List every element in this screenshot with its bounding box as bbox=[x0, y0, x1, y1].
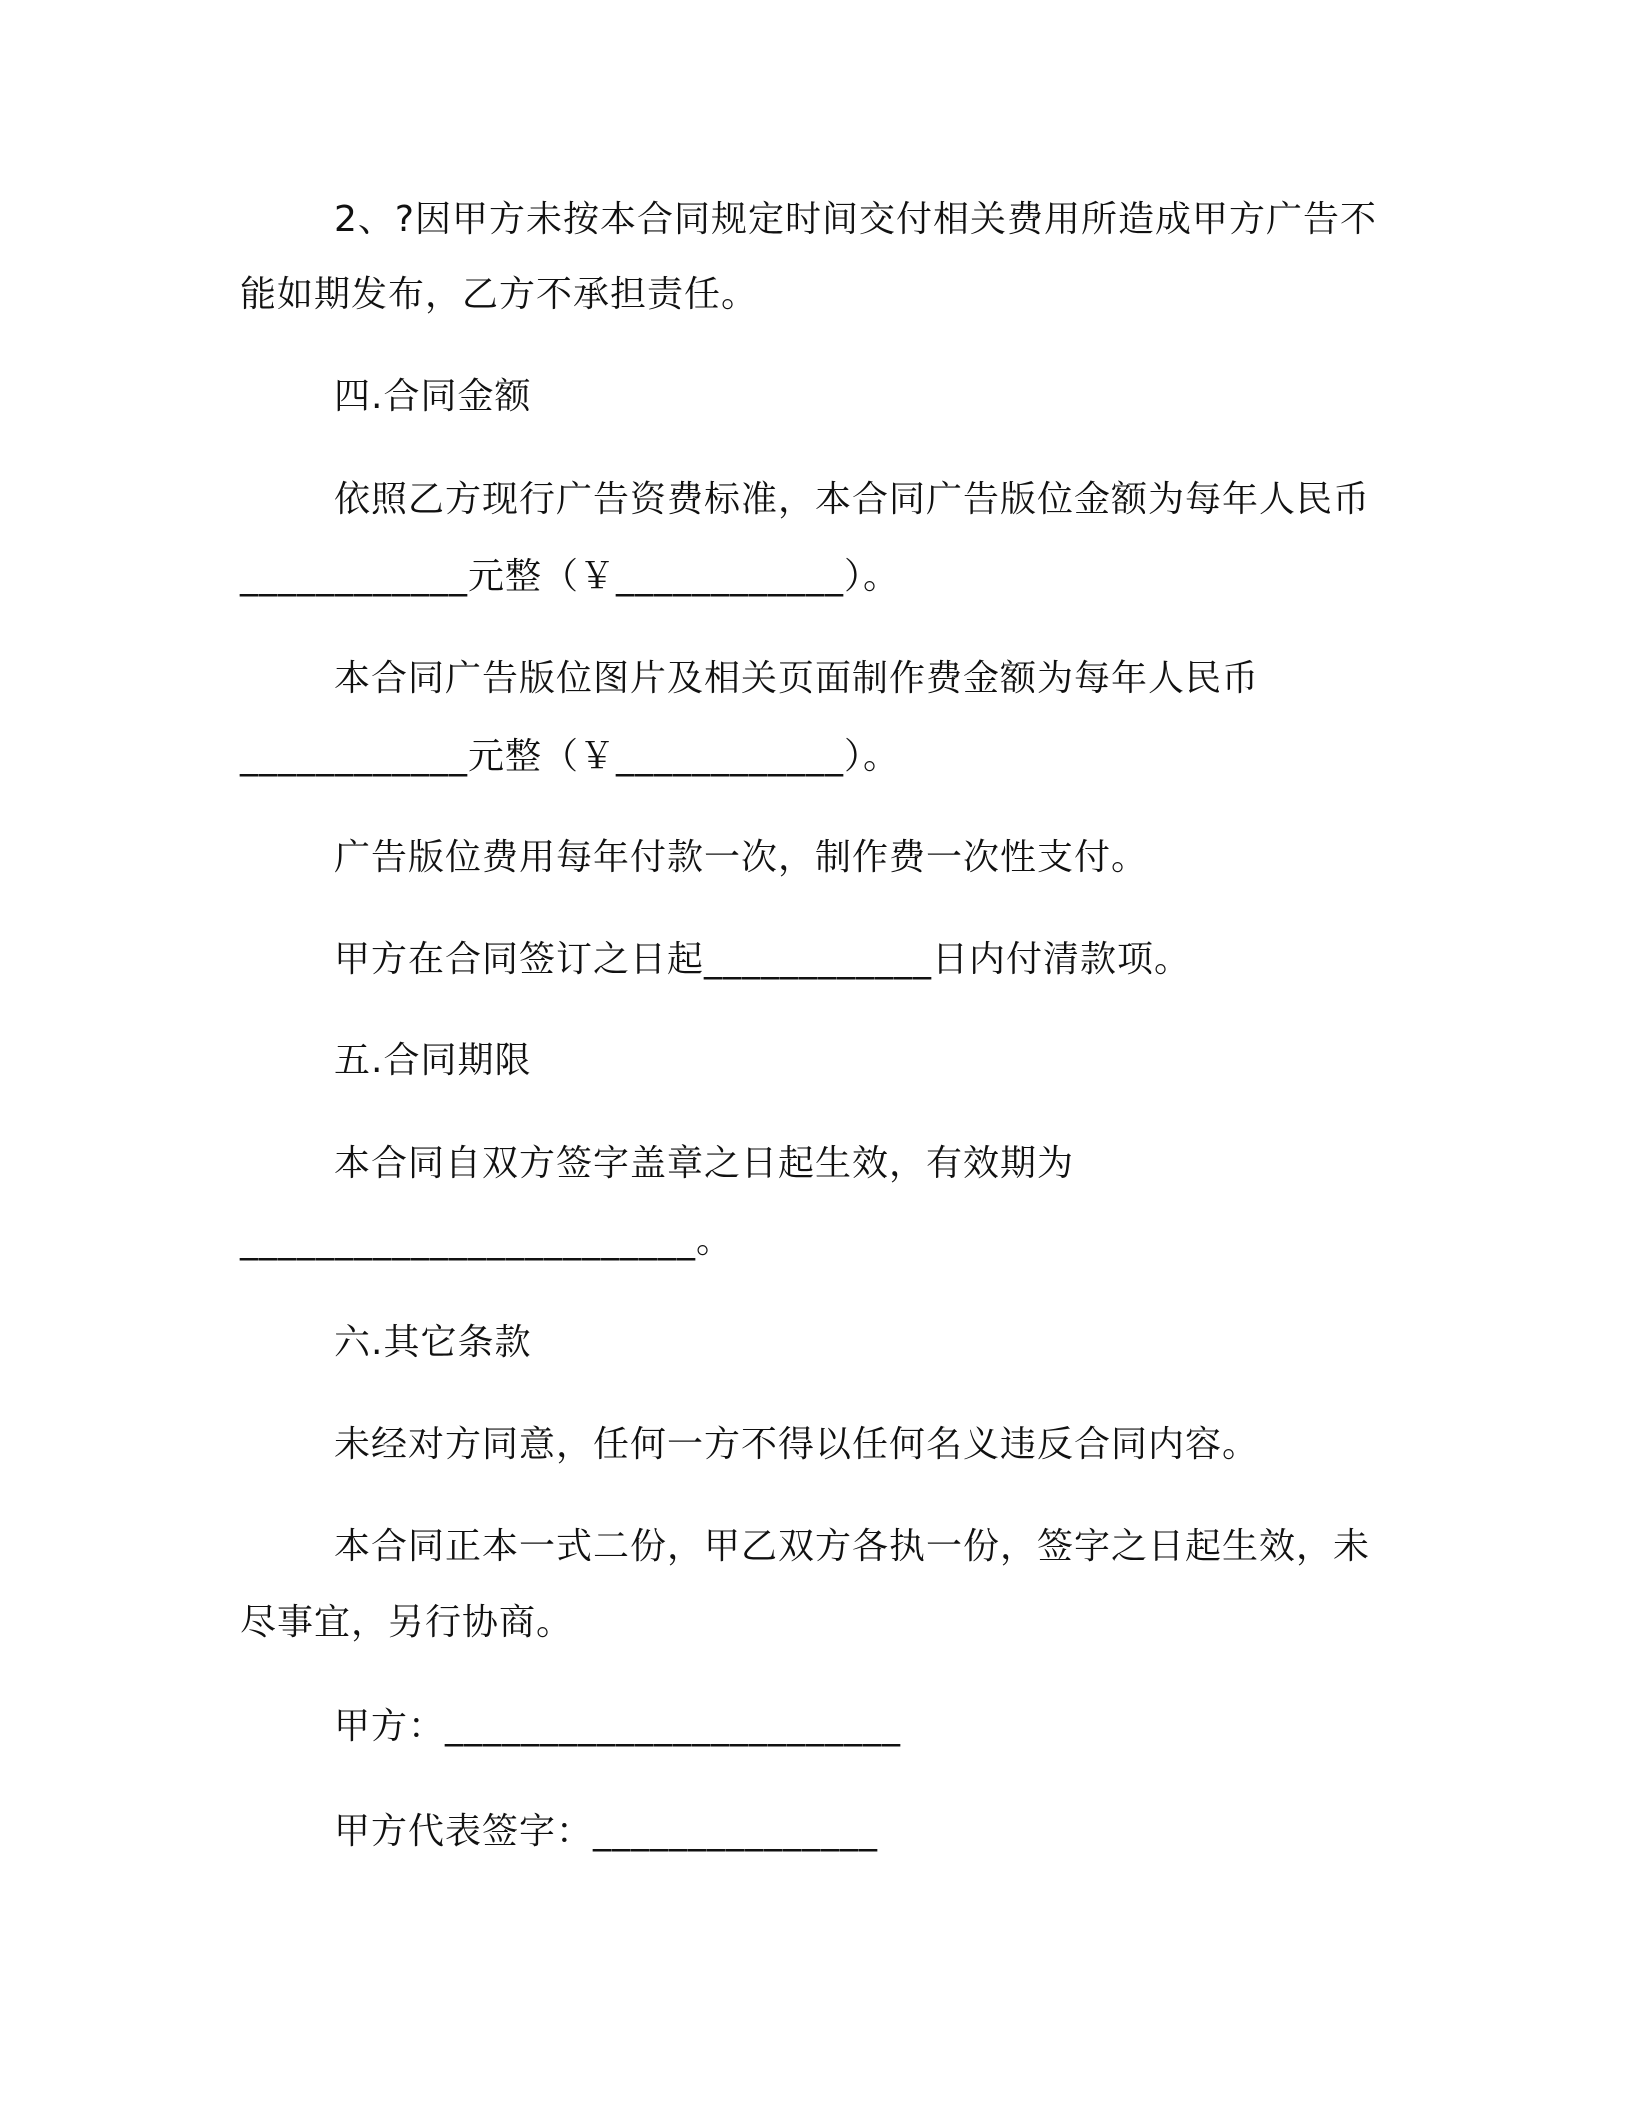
amount-paragraph-2-line-2: ____________元整（￥____________）。 bbox=[240, 736, 901, 777]
section-heading-contract-amount: 四.合同金额 bbox=[334, 376, 532, 417]
party-a-representative-signature-line: 甲方代表签字：_______________ bbox=[334, 1811, 879, 1852]
payment-frequency-paragraph: 广告版位费用每年付款一次，制作费一次性支付。 bbox=[334, 837, 1149, 878]
amount-paragraph-1-line-1: 依照乙方现行广告资费标准，本合同广告版位金额为每年人民币 bbox=[334, 479, 1371, 520]
section-heading-contract-term: 五.合同期限 bbox=[334, 1040, 532, 1081]
term-paragraph-line-1: 本合同自双方签字盖章之日起生效，有效期为 bbox=[334, 1143, 1075, 1184]
payment-deadline-paragraph: 甲方在合同签订之日起____________日内付清款项。 bbox=[334, 939, 1192, 980]
party-a-signature-line: 甲方：________________________ bbox=[334, 1706, 902, 1747]
term-paragraph-line-2: ________________________。 bbox=[240, 1220, 733, 1261]
amount-paragraph-2-line-1: 本合同广告版位图片及相关页面制作费金额为每年人民币 bbox=[334, 658, 1260, 699]
clause-2-line-2: 能如期发布，乙方不承担责任。 bbox=[240, 274, 759, 315]
other-terms-paragraph-2-line-1: 本合同正本一式二份，甲乙双方各执一份，签字之日起生效，未 bbox=[334, 1526, 1371, 1567]
other-terms-paragraph-1: 未经对方同意，任何一方不得以任何名义违反合同内容。 bbox=[334, 1424, 1260, 1465]
section-heading-other-terms: 六.其它条款 bbox=[334, 1322, 532, 1363]
amount-paragraph-1-line-2: ____________元整（￥____________）。 bbox=[240, 556, 901, 597]
other-terms-paragraph-2-line-2: 尽事宜，另行协商。 bbox=[240, 1602, 574, 1643]
clause-2-line-1: 2、?因甲方未按本合同规定时间交付相关费用所造成甲方广告不 bbox=[334, 199, 1378, 240]
